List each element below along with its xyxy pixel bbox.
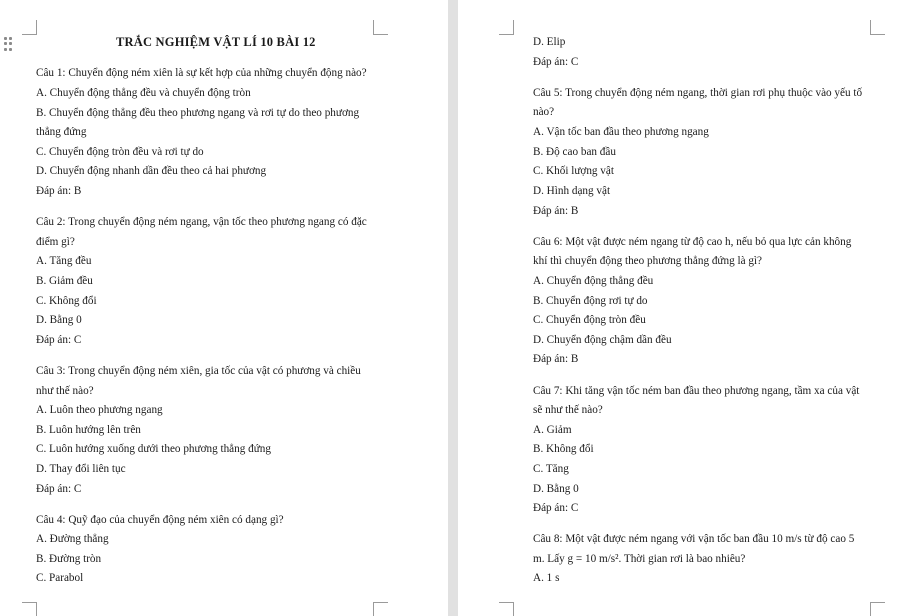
text-line: D. Bằng 0	[36, 314, 82, 326]
text-line: D. Thay đổi liên tục	[36, 463, 126, 475]
text-line: Câu 4: Quỹ đạo của chuyển động ném xiên có dạng gì?	[36, 514, 284, 526]
text-line: B. Chuyển động thẳng đều theo phương ngang và rơi tự do theo phương	[36, 107, 360, 119]
text-line: C. Parabol	[36, 572, 84, 584]
document-title: TRẮC NGHIỆM VẬT LÍ 10 BÀI 12	[116, 35, 316, 49]
text-line: D. Chuyển động nhanh dần đều theo cả hai phương	[36, 165, 267, 177]
margin-corner-mark	[870, 602, 885, 616]
text-line: Câu 7: Khi tăng vận tốc ném ban đầu theo phương ngang, tầm xa của vật	[533, 385, 860, 397]
text-line: B. Độ cao ban đầu	[533, 146, 616, 158]
text-line: Câu 8: Một vật được ném ngang với vận tốc ban đầu 10 m/s từ độ cao 5	[533, 533, 855, 545]
margin-corner-mark	[499, 602, 514, 616]
text-line: Câu 2: Trong chuyển động ném ngang, vận tốc theo phương ngang có đặc	[36, 216, 367, 228]
text-line: C. Tăng	[533, 463, 569, 475]
text-line: C. Chuyển động tròn đều	[533, 314, 646, 326]
answer-line: Đáp án: C	[36, 334, 82, 346]
text-line: C. Luôn hướng xuống dưới theo phương thẳng đứng	[36, 443, 271, 455]
text-line: D. Hình dạng vật	[533, 185, 611, 197]
text-line: D. Bằng 0	[533, 483, 579, 495]
text-line: B. Đường tròn	[36, 553, 102, 565]
answer-line: Đáp án: C	[36, 483, 82, 495]
text-line: C. Khối lượng vật	[533, 165, 614, 177]
page-gutter	[448, 0, 458, 616]
margin-corner-mark	[22, 20, 37, 35]
text-line: A. Đường thẳng	[36, 533, 109, 545]
margin-corner-mark	[499, 20, 514, 35]
margin-corner-mark	[373, 20, 388, 35]
text-line: B. Giảm đều	[36, 275, 93, 287]
answer-line: Đáp án: B	[533, 353, 579, 365]
text-line: Câu 6: Một vật được ném ngang từ độ cao h, nếu bỏ qua lực cản không	[533, 236, 852, 248]
text-line: A. Luôn theo phương ngang	[36, 404, 163, 416]
text-line: m. Lấy g = 10 m/s². Thời gian rơi là bao nhiêu?	[533, 553, 746, 565]
text-line: nào?	[533, 106, 555, 118]
text-line: A. Giảm	[533, 424, 572, 436]
margin-corner-mark	[373, 602, 388, 616]
drag-handle-icon[interactable]	[4, 37, 14, 51]
text-line: A. Tăng đều	[36, 255, 92, 267]
text-line: thẳng đứng	[36, 126, 87, 138]
text-line: như thế nào?	[36, 385, 94, 397]
text-line: B. Chuyển động rơi tự do	[533, 295, 648, 307]
text-line: sẽ như thế nào?	[533, 404, 603, 416]
text-line: Câu 5: Trong chuyển động ném ngang, thời gian rơi phụ thuộc vào yếu tố	[533, 87, 863, 99]
answer-line: Đáp án: B	[533, 205, 579, 217]
text-line: D. Chuyển động chậm dần đều	[533, 334, 672, 346]
answer-line: Đáp án: C	[533, 502, 579, 514]
margin-corner-mark	[870, 20, 885, 35]
text-line: A. 1 s	[533, 572, 560, 584]
answer-line: Đáp án: C	[533, 56, 579, 68]
text-line: B. Luôn hướng lên trên	[36, 424, 141, 436]
text-line: Câu 3: Trong chuyển động ném xiên, gia tốc của vật có phương và chiều	[36, 365, 361, 377]
text-line: Câu 1: Chuyển động ném xiên là sự kết hợp của những chuyển động nào?	[36, 67, 367, 79]
margin-corner-mark	[22, 602, 37, 616]
text-line: C. Chuyển động tròn đều và rơi tự do	[36, 146, 204, 158]
text-line: B. Không đổi	[533, 443, 594, 455]
text-line: A. Vận tốc ban đầu theo phương ngang	[533, 126, 709, 138]
document-page-right[interactable]	[458, 0, 912, 616]
text-line: C. Không đổi	[36, 295, 97, 307]
text-line: A. Chuyển động thẳng đều	[533, 275, 654, 287]
text-line: D. Elip	[533, 36, 566, 48]
text-line: điểm gì?	[36, 236, 75, 248]
text-line: A. Chuyển động thẳng đều và chuyển động tròn	[36, 87, 251, 99]
document-page-left[interactable]	[0, 0, 448, 616]
text-line: khí thì chuyển động theo phương thẳng đứng là gì?	[533, 255, 763, 267]
answer-line: Đáp án: B	[36, 185, 82, 197]
